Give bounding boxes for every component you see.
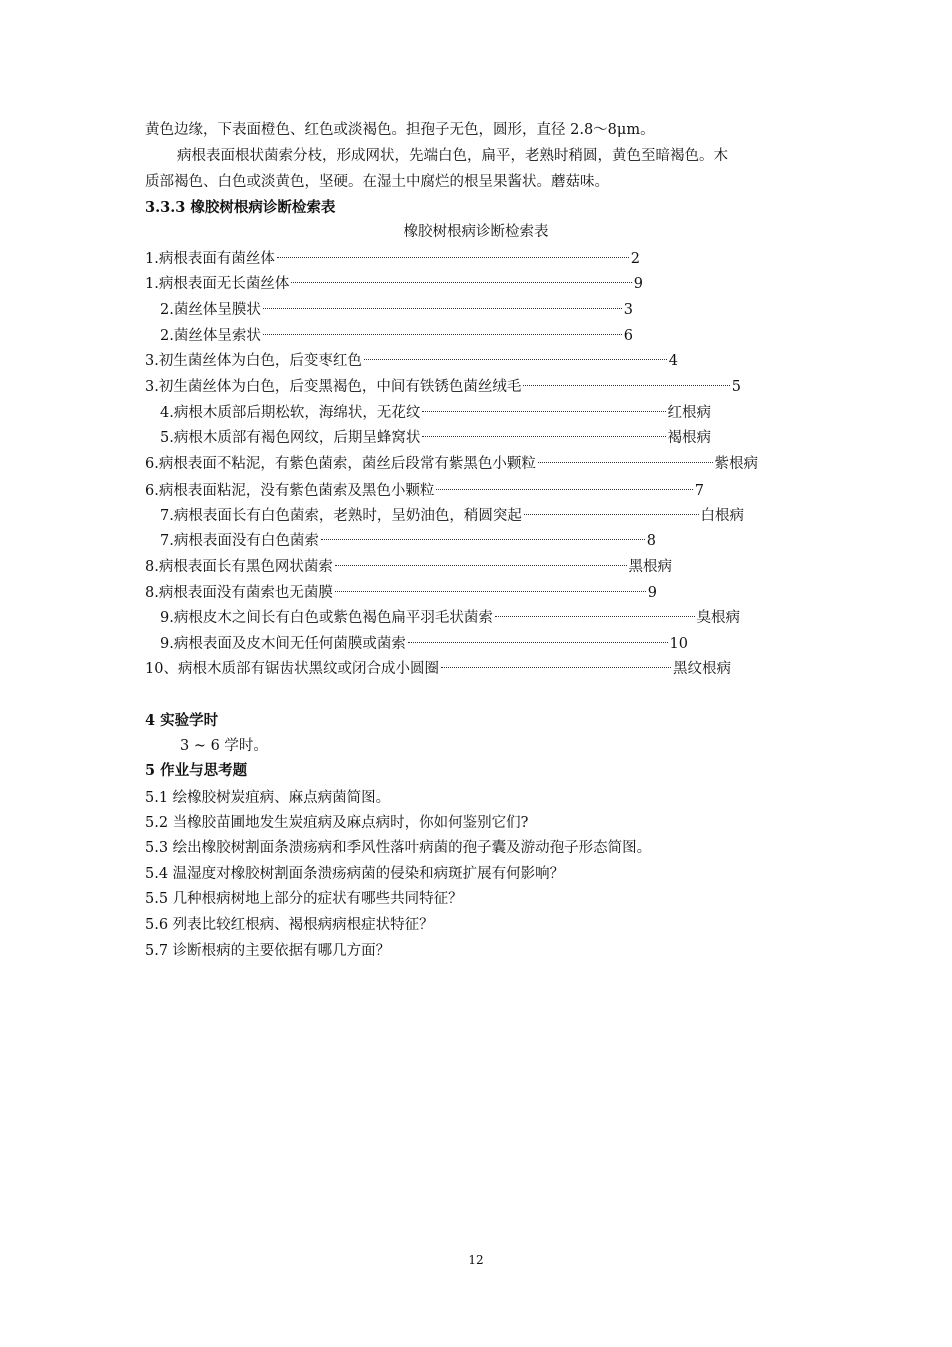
key-item [145,377,741,397]
key-item-text: 9.病根表面及皮木间无任何菌膜或菌索 [160,636,406,652]
question-item: 5.5 几种根病树地上部分的症状有哪些共同特征？ [145,891,463,907]
key-item [145,557,672,577]
leader-dots [263,308,622,309]
key-item-text: 8.病根表面长有黑色网状菌索 [145,559,333,575]
key-item [160,506,744,526]
key-item-text: 6.病根表面不粘泥，有紫色菌索，菌丝后段常有紫黑色小颗粒 [145,456,536,472]
key-item [160,531,656,551]
key-item [145,583,657,603]
key-item [145,659,731,679]
key-item-result: 9 [647,585,657,601]
key-item-result: 褐根病 [667,430,711,446]
key-item [145,481,704,501]
key-item-result: 8 [646,533,656,549]
key-item-result: 紫根病 [714,456,758,472]
question-item: 5.7 诊断根病的主要依据有哪几方面？ [145,943,391,959]
key-item-result: 2 [630,251,640,267]
key-item [160,634,688,654]
key-item-text: 8.病根表面没有菌索也无菌膜 [145,585,333,601]
leader-dots [538,462,713,463]
key-item [145,454,758,474]
key-item-result: 4 [668,353,678,369]
key-item [160,326,633,346]
key-item [160,608,740,628]
key-item [145,274,643,294]
key-item-text: 7.病根表面长有白色菌索，老熟时，呈奶油色，稍圆突起 [160,508,522,524]
key-item [145,351,678,371]
key-item-result: 3 [623,302,633,318]
key-item-text: 1.病根表面无长菌丝体 [145,276,290,292]
section-heading: 4 实验学时 [145,712,219,729]
key-item-result: 臭根病 [696,610,740,626]
leader-dots [422,411,665,412]
paragraph-line: 3 ~ 6 学时。 [180,738,268,754]
key-item-text: 2.菌丝体呈索状 [160,328,261,344]
key-item-result: 红根病 [667,405,711,421]
leader-dots [335,565,627,566]
leader-dots [277,257,629,258]
key-item [160,403,711,423]
key-item-text: 10、病根木质部有锯齿状黑纹或闭合成小圆圈 [145,661,439,677]
key-item-result: 7 [694,483,704,499]
leader-dots [436,489,692,490]
key-item-text: 3.初生菌丝体为白色，后变枣红色 [145,353,362,369]
key-item-text: 3.初生菌丝体为白色，后变黑褐色，中间有铁锈色菌丝绒毛 [145,379,522,395]
key-item-text: 7.病根表面没有白色菌索 [160,533,319,549]
question-item: 5.2 当橡胶苗圃地发生炭疽病及麻点病时，你如何鉴别它们? [145,815,529,831]
key-item-result: 黑根病 [628,559,672,575]
key-item-result: 黑纹根病 [673,661,731,677]
paragraph-line: 病根表面根状菌索分枝，形成网状，先端白色，扁平，老熟时稍圆，黄色至暗褐色。木 [177,148,728,164]
leader-dots [408,642,668,643]
question-item: 5.3 绘出橡胶树割面条溃疡病和季风性落叶病菌的孢子囊及游动孢子形态简图。 [145,840,652,856]
key-item-text: 9.病根皮木之间长有白色或紫色褐色扁平羽毛状菌索 [160,610,493,626]
key-item [160,300,633,320]
leader-dots [364,359,667,360]
paragraph-line: 质部褐色、白色或淡黄色，坚硬。在湿土中腐烂的根呈果酱状。蘑菇味。 [145,174,609,190]
key-item-text: 2.菌丝体呈膜状 [160,302,261,318]
leader-dots [263,334,622,335]
key-item-result: 6 [623,328,633,344]
key-item-text: 1.病根表面有菌丝体 [145,251,275,267]
leader-dots [495,616,695,617]
paragraph-line: 黄色边缘，下表面橙色、红色或淡褐色。担孢子无色，圆形，直径 2.8～8μm。 [145,122,655,138]
leader-dots [441,667,671,668]
section-heading: 3.3.3 橡胶树根病诊断检索表 [145,199,336,216]
table-title: 橡胶树根病诊断检索表 [403,224,549,240]
page-number: 12 [468,1253,484,1267]
leader-dots [524,514,699,515]
key-item-text: 6.病根表面粘泥，没有紫色菌索及黑色小颗粒 [145,483,435,499]
section-heading: 5 作业与思考题 [145,762,248,779]
key-item-result: 10 [669,636,688,652]
key-item-result: 5 [731,379,741,395]
leader-dots [321,539,645,540]
leader-dots [335,591,646,592]
question-item: 5.4 温湿度对橡胶树割面条溃疡病菌的侵染和病斑扩展有何影响？ [145,866,565,882]
key-item [145,249,640,269]
leader-dots [523,385,729,386]
question-item: 5.1 绘橡胶树炭疽病、麻点病菌简图。 [145,790,391,806]
key-item-result: 白根病 [700,508,744,524]
question-item: 5.6 列表比较红根病、褐根病病根症状特征？ [145,917,434,933]
key-item-text: 4.病根木质部后期松软，海绵状，无花纹 [160,405,421,421]
key-item-result: 9 [633,276,643,292]
key-item-text: 5.病根木质部有褐色网纹，后期呈蜂窝状 [160,430,421,446]
leader-dots [422,436,665,437]
key-item [160,428,711,448]
leader-dots [291,282,631,283]
